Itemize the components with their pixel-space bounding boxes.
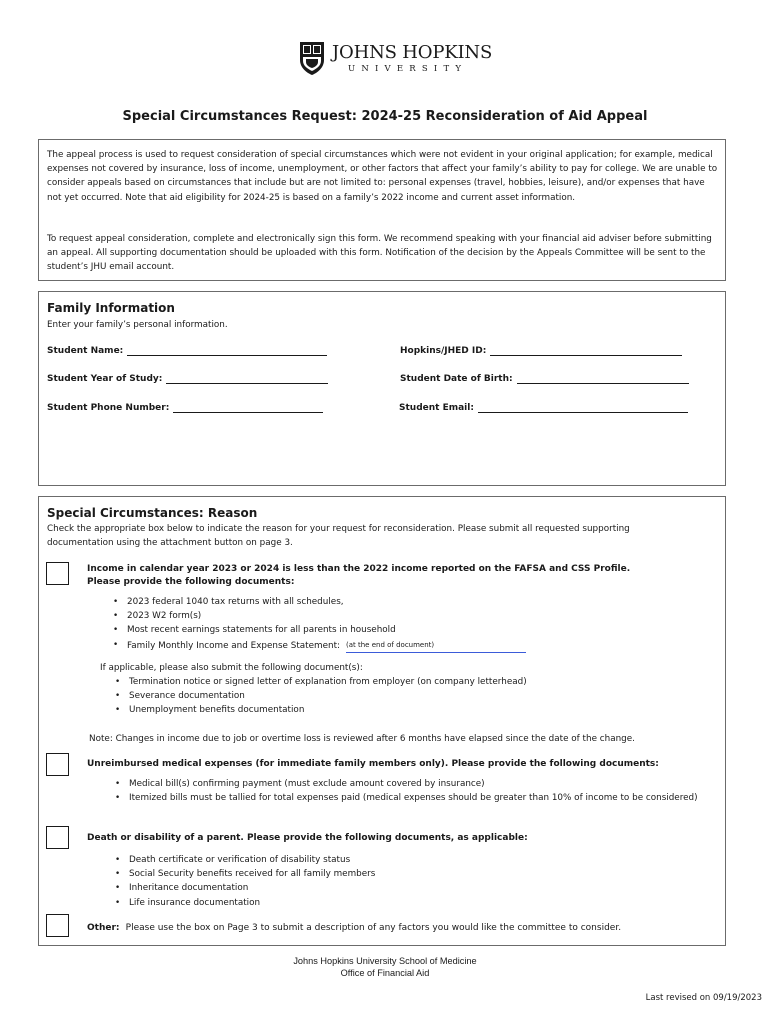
death-disability-label: Death or disability of a parent. Please provide the following documents, as applicable: [87,833,528,843]
footer-office: Office of Financial Aid [340,968,430,978]
intro-section [38,139,726,281]
hopkins-id-input[interactable] [490,345,682,356]
income-reduction-label [87,563,630,589]
page-title: Special Circumstances Request: 2024-25 Reconsideration of Aid Appeal [122,109,648,124]
phone-number-field[interactable] [47,402,323,413]
year-of-study-label: Student Year of Study: [47,374,163,384]
if-applicable-text: If applicable, please also submit the following document(s): [100,663,363,673]
university-shield-icon [298,40,326,76]
income-note: Note: Changes in income due to job or overtime loss is reviewed after 6 months have elapsed since the date of the change. [89,734,635,744]
family-section-subtitle: Enter your family’s personal information. [47,320,228,330]
hopkins-id-label: Hopkins/JHED ID: [400,346,487,356]
other-reason-description: Please use the box on Page 3 to submit a description of any factors you would like the committee to consider. [125,923,622,933]
phone-number-input[interactable] [173,402,323,413]
year-of-study-input[interactable] [166,373,328,384]
student-email-field[interactable] [399,402,688,413]
phone-number-label: Student Phone Number: [47,403,170,413]
income-reduction-line-2: Please provide the following documents: [87,577,295,587]
hopkins-id-field[interactable] [400,345,682,356]
logo-wordmark: JOHNS HOPKINS [332,42,493,63]
list-item: • 2023 W2 form(s) [107,609,667,623]
student-name-input[interactable] [127,345,327,356]
family-information-section [38,291,726,486]
other-reason-label: Other: [87,923,120,933]
list-item: • Death certificate or verification of disability status [109,853,689,867]
expense-statement-label: Family Monthly Income and Expense Statement: [127,640,341,651]
medical-expenses-checkbox[interactable] [46,753,69,776]
income-reduction-line-1: Income in calendar year 2023 or 2024 is less than the 2022 income reported on the FAFSA and CSS Profile. [87,564,631,574]
intro-paragraph-2: To request appeal consideration, complete and electronically sign this form. We recommend speaking with your financial aid adviser before submitting an appeal. All supporting documentation should be uploaded with this form. Notification of the decision by the Appeals Committee will be sent to the student’s JHU email account. [47,234,712,273]
student-email-input[interactable] [478,402,688,413]
expense-statement-note: (at the end of document) [346,638,526,653]
list-item: • Termination notice or signed letter of explanation from employer (on company letterhead) [109,675,689,689]
list-item: • Most recent earnings statements for all parents in household [107,623,667,637]
student-name-label: Student Name: [47,346,124,356]
income-reduction-checkbox[interactable] [46,562,69,585]
student-name-field[interactable] [47,345,327,356]
family-section-title: Family Information [47,301,175,315]
logo-subtitle: UNIVERSITY [348,64,468,74]
income-extra-documents-list [109,675,689,718]
medical-documents-list [109,777,699,805]
list-item: • Severance documentation [109,689,689,703]
other-reason-checkbox[interactable] [46,914,69,937]
list-item [107,638,667,653]
list-item: • 2023 federal 1040 tax returns with all schedules, [107,595,667,609]
intro-paragraph-1: The appeal process is used to request consideration of special circumstances which were not evident in your original application; for example, medical expenses not covered by insurance, loss of income, unemployment, or other factors that affect your family’s ability to pay for college. We are unable to consider appeals based on circumstances that include but are not limited to: personal expenses (travel, hobbies, leisure), and/or expenses that have not yet occurred. Note that aid eligibility for 2024-25 is based on a family’s 2022 income and current asset information. [47,150,718,203]
death-disability-checkbox[interactable] [46,826,69,849]
year-of-study-field[interactable] [47,373,328,384]
other-reason-text [87,922,621,935]
list-item: • Itemized bills must be tallied for total expenses paid (medical expenses should be greater than 10% of income to be considered) [109,791,699,805]
death-documents-list [109,853,689,910]
date-of-birth-input[interactable] [517,373,689,384]
date-of-birth-label: Student Date of Birth: [400,374,513,384]
footer-school: Johns Hopkins University School of Medicine [293,956,477,966]
list-item: • Life insurance documentation [109,896,689,910]
medical-expenses-label: Unreimbursed medical expenses (for immediate family members only). Please provide the following documents: [87,759,659,769]
jhu-logo [298,40,493,80]
reason-section [38,496,726,946]
date-of-birth-field[interactable] [400,373,689,384]
list-item: • Inheritance documentation [109,881,689,895]
income-documents-list [107,595,667,653]
reason-section-title: Special Circumstances: Reason [47,506,258,520]
footer [0,955,770,979]
list-item: • Medical bill(s) confirming payment (must exclude amount covered by insurance) [109,777,699,791]
last-revised-date: Last revised on 09/19/2023 [645,993,762,1003]
student-email-label: Student Email: [399,403,474,413]
reason-section-subtitle: Check the appropriate box below to indicate the reason for your request for reconsideration. Please submit all requested supporting documentation using the attachment button on page 3. [47,524,630,548]
list-item: • Unemployment benefits documentation [109,703,689,717]
list-item: • Social Security benefits received for all family members [109,867,689,881]
